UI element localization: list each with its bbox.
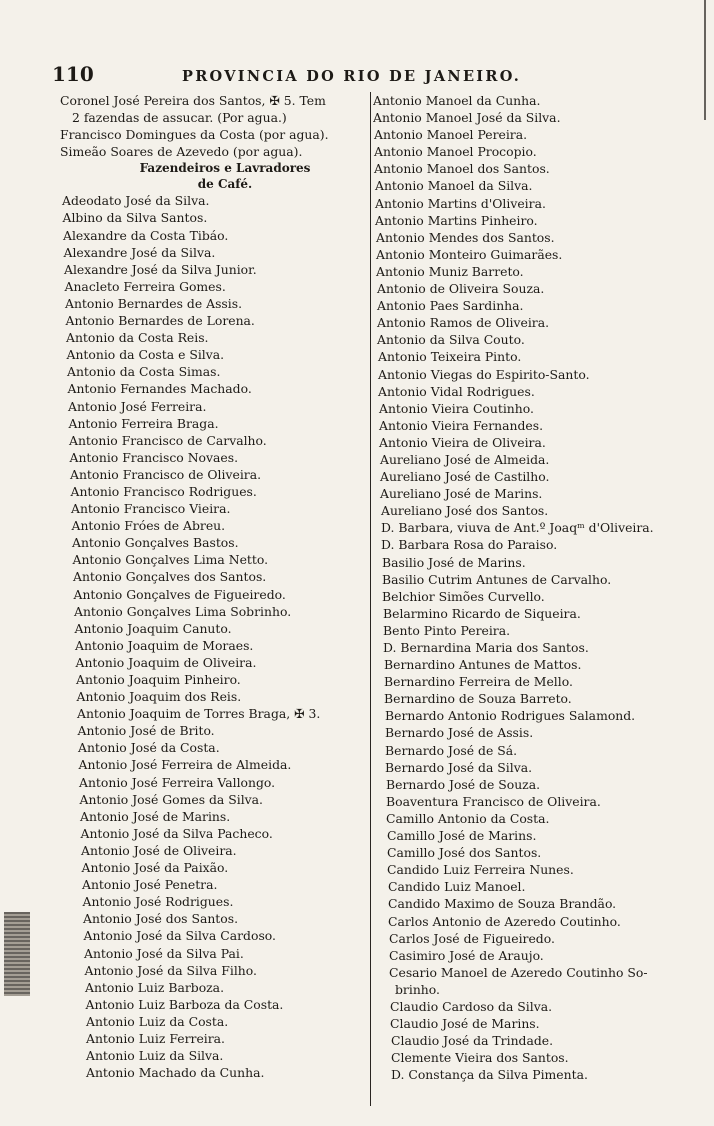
list-item: Antonio Joaquim Pinheiro.: [76, 672, 241, 687]
top-entry: 2 fazendas de assucar. (Por agua.): [72, 110, 287, 126]
list-item: Antonio Joaquim Canuto.: [74, 620, 232, 636]
list-item: Alexandre da Costa Tibáo.: [63, 227, 229, 243]
top-entry: Francisco Domingues da Costa (por agua).: [60, 127, 329, 143]
list-item: Antonio José de Oliveira.: [81, 842, 237, 858]
list-item: Antonio Manoel José da Silva.: [373, 110, 561, 126]
list-item: Carlos José de Figueiredo.: [389, 930, 555, 946]
list-item: Antonio José da Costa.: [78, 740, 220, 756]
list-item: Bernardo José de Assis.: [385, 725, 534, 741]
list-item: brinho.: [395, 981, 440, 997]
page-number: 110: [52, 62, 94, 86]
list-item: Antonio Machado da Cunha.: [86, 1065, 265, 1081]
list-item: Antonio José da Silva Filho.: [84, 962, 257, 978]
list-item: Antonio Manoel Pereira.: [374, 127, 528, 143]
list-item: Antonio José Ferreira de Almeida.: [78, 757, 292, 773]
list-item: Bernardino de Souza Barreto.: [384, 691, 572, 707]
list-item: Alexandre José da Silva.: [63, 244, 216, 260]
list-item: Antonio Joaquim dos Reis.: [76, 689, 242, 705]
list-item: Antonio Bernardes de Assis.: [65, 295, 243, 311]
list-item: Carlos Antonio de Azeredo Coutinho.: [388, 913, 621, 929]
list-item: Anacleto Ferreira Gomes.: [64, 278, 226, 294]
list-item: Antonio José da Silva Pacheco.: [80, 825, 273, 841]
list-item: Antonio Gonçalves Bastos.: [72, 535, 239, 551]
left-name-list: [60, 192, 360, 1081]
list-item: Antonio Manoel da Silva.: [375, 178, 533, 194]
list-item: Antonio de Oliveira Souza.: [377, 281, 545, 297]
page-header: [52, 62, 564, 86]
list-item: Boaventura Francisco de Oliveira.: [386, 793, 601, 809]
list-item: Antonio Paes Sardinha.: [377, 298, 524, 314]
list-item: Albino da Silva Santos.: [62, 210, 208, 226]
list-item: Antonio Joaquim de Torres Braga, ✠ 3.: [77, 706, 321, 722]
list-item: D. Barbara, viuva de Ant.º Joaqᵐ d'Oliveira.: [381, 520, 654, 536]
list-item: Candido Maximo de Souza Brandão.: [388, 896, 617, 912]
list-item: Antonio da Costa Reis.: [66, 330, 209, 346]
list-item: Antonio Manoel dos Santos.: [374, 161, 550, 177]
list-item: Belarmino Ricardo de Siqueira.: [383, 605, 581, 621]
right-name-list: [373, 92, 707, 1083]
list-item: Antonio da Silva Couto.: [377, 332, 525, 348]
list-item: Aureliano José dos Santos.: [381, 503, 549, 519]
section-heading: Fazendeiros e Lavradores: [139, 161, 311, 176]
list-item: Antonio Luiz da Costa.: [86, 1013, 229, 1029]
list-item: Antonio Manoel Procopio.: [374, 144, 537, 160]
list-item: Bernardo José de Souza.: [386, 776, 541, 792]
list-item: Claudio Cardoso da Silva.: [390, 998, 553, 1014]
list-item: Camillo Antonio da Costa.: [386, 810, 550, 826]
list-item: Antonio Fernandes Machado.: [67, 381, 252, 397]
list-item: Antonio Teixeira Pinto.: [378, 349, 522, 365]
list-item: Aureliano José de Almeida.: [380, 451, 550, 467]
section-heading: de Café.: [197, 177, 253, 192]
top-entry: Simeão Soares de Azevedo (por agua).: [60, 144, 303, 160]
list-item: Antonio Luiz Barboza da Costa.: [85, 996, 284, 1012]
list-item: Bernardino Antunes de Mattos.: [384, 657, 582, 673]
list-item: Candido Luiz Manoel.: [388, 879, 526, 895]
list-item: Belchior Simões Curvello.: [382, 588, 545, 604]
list-item: Antonio Luiz Ferreira.: [86, 1030, 225, 1046]
list-item: Antonio José de Marins.: [80, 808, 231, 824]
list-item: Antonio Ferreira Braga.: [68, 415, 219, 431]
list-item: Camillo José dos Santos.: [387, 845, 542, 861]
list-item: Antonio Viegas do Espirito-Santo.: [378, 366, 590, 382]
list-item: Antonio Francisco Novaes.: [69, 449, 239, 465]
list-item: Antonio José Ferreira Vallongo.: [79, 774, 276, 790]
list-item: Cesario Manoel de Azeredo Coutinho So-: [389, 964, 648, 980]
running-title: PROVINCIA DO RIO DE JANEIRO.: [182, 68, 522, 85]
list-item: Alexandre José da Silva Junior.: [64, 261, 257, 277]
list-item: Antonio Vidal Rodrigues.: [378, 383, 535, 399]
list-item: Antonio José da Silva Cardoso.: [83, 928, 276, 944]
list-item: Clemente Vieira dos Santos.: [391, 1050, 569, 1066]
list-item: Antonio Francisco Vieira.: [71, 501, 231, 517]
list-item: Aureliano José de Marins.: [380, 486, 543, 502]
list-item: Claudio José da Trindade.: [391, 1033, 554, 1049]
binding-damage-mark: [4, 912, 30, 996]
list-item: Antonio Martins Pinheiro.: [375, 212, 538, 228]
list-item: Candido Luiz Ferreira Nunes.: [387, 862, 574, 878]
list-item: Adeodato José da Silva.: [62, 193, 210, 209]
list-item: Antonio José da Paixão.: [81, 860, 229, 876]
list-item: Basilio José de Marins.: [382, 554, 526, 570]
list-item: Casimiro José de Araujo.: [389, 947, 544, 963]
list-item: Antonio Manoel da Cunha.: [373, 93, 541, 108]
list-item: Antonio Gonçalves de Figueiredo.: [73, 586, 286, 602]
list-item: Antonio Gonçalves dos Santos.: [73, 569, 267, 585]
list-item: Antonio Francisco de Carvalho.: [69, 432, 267, 448]
list-item: Antonio da Costa e Silva.: [66, 347, 225, 363]
list-item: D. Bernardina Maria dos Santos.: [383, 640, 589, 655]
list-item: Antonio Vieira de Oliveira.: [379, 434, 546, 450]
list-item: Antonio Gonçalves Lima Sobrinho.: [74, 603, 292, 619]
list-item: Antonio José Gomes da Silva.: [79, 791, 264, 807]
list-item: Antonio Gonçalves Lima Netto.: [72, 552, 269, 568]
list-item: Antonio Fróes de Abreu.: [71, 518, 226, 534]
list-item: Antonio José Penetra.: [82, 877, 218, 893]
list-item: Antonio José Rodrigues.: [82, 894, 234, 910]
list-item: Antonio Bernardes de Lorena.: [65, 313, 255, 329]
list-item: Camillo José de Marins.: [387, 828, 537, 844]
list-item: Bernardo José da Silva.: [385, 759, 533, 775]
list-item: Antonio Monteiro Guimarães.: [376, 246, 563, 262]
list-item: Antonio José Ferreira.: [68, 398, 207, 414]
list-item: Claudio José de Marins.: [390, 1016, 540, 1032]
list-item: Antonio Francisco de Oliveira.: [70, 466, 262, 482]
list-item: Basilio Cutrim Antunes de Carvalho.: [382, 571, 612, 587]
list-item: Antonio da Costa Simas.: [67, 364, 221, 380]
list-item: Antonio Luiz Barboza.: [85, 979, 225, 995]
list-item: Bernardino Ferreira de Mello.: [384, 674, 573, 690]
list-item: Antonio Luiz da Silva.: [86, 1048, 224, 1064]
list-item: D. Barbara Rosa do Paraiso.: [381, 537, 558, 553]
list-item: Antonio José de Brito.: [77, 723, 215, 739]
list-item: Antonio Ramos de Oliveira.: [377, 315, 550, 331]
list-item: Aureliano José de Castilho.: [380, 469, 550, 485]
list-item: Antonio Vieira Fernandes.: [379, 417, 544, 433]
list-item: Bernardo José de Sá.: [385, 742, 518, 758]
list-item: Antonio Martins d'Oliveira.: [375, 195, 546, 211]
right-column: [370, 92, 707, 1106]
list-item: Bernardo Antonio Rodrigues Salamond.: [385, 708, 636, 724]
list-item: Antonio Vieira Coutinho.: [379, 400, 534, 416]
left-column: [60, 92, 360, 1081]
list-item: Antonio Mendes dos Santos.: [376, 229, 555, 245]
list-item: Antonio José dos Santos.: [83, 911, 239, 927]
list-item: Antonio Muniz Barreto.: [376, 263, 524, 279]
list-item: Antonio Joaquim de Oliveira.: [75, 654, 257, 670]
top-entry: Coronel José Pereira dos Santos, ✠ 5. Tem: [60, 93, 326, 108]
list-item: Antonio José da Silva Pai.: [84, 945, 244, 961]
list-item: Antonio Joaquim de Moraes.: [75, 637, 254, 653]
list-item: Antonio Francisco Rodrigues.: [70, 483, 257, 499]
list-item: D. Constança da Silva Pimenta.: [391, 1067, 588, 1083]
list-item: Bento Pinto Pereira.: [383, 622, 511, 638]
